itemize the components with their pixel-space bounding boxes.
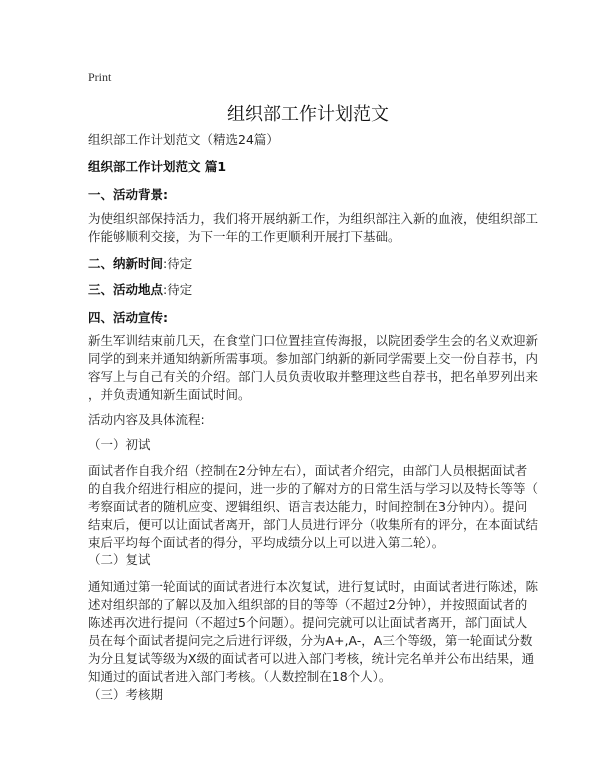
step1-paragraph [88, 462, 538, 552]
article-heading: 组织部工作计划范文 篇1 [88, 159, 227, 174]
text-line: ，并负责通知新生面试时间。 [88, 387, 251, 402]
section3-heading: 三、活动地点 [88, 282, 164, 297]
section3 [88, 281, 192, 299]
text-line: 结束后，便可以让面试者离开，部门人员进行评分（收集所有的评分，在本面试结 [88, 517, 539, 532]
text-line: 作能够顺利交接，为下一年的工作更顺利开展打下基础。 [88, 229, 401, 244]
section1-heading: 一、活动背景: [88, 187, 168, 202]
step2-heading: （二）复试 [88, 552, 151, 567]
section2 [88, 255, 192, 273]
text-line: 面试者作自我介绍（控制在2分钟左右），面试者介绍完，由部门人员根据面试者 [88, 463, 528, 478]
text-line: 的自我介绍进行相应的提问，进一步的了解对方的日常生活与学习以及特长等等（ [88, 481, 539, 496]
step1-heading: （一）初试 [88, 437, 151, 452]
section1-paragraph [88, 210, 538, 246]
text-line: 束后平均每个面试者的得分，平均成绩分以上可以进入第二轮）。 [88, 535, 445, 550]
page-title: 组织部工作计划范文 [227, 104, 389, 125]
text-line: 陈述再次进行提问（不超过5个问题）。提问完就可以让面试者离开，部门面试人 [88, 615, 528, 630]
section2-value: :待定 [163, 256, 193, 271]
section4-heading: 四、活动宣传: [88, 310, 168, 325]
section4-paragraph [88, 332, 538, 404]
text-line: 述对组织部的了解以及加入组织部的目的等等（不超过2分钟），并按照面试者的 [88, 597, 528, 612]
text-line: 考察面试者的随机应变、逻辑组织、语言表达能力，时间控制在3分钟内）。提问 [88, 499, 528, 514]
step3-heading: （三）考核期 [88, 687, 164, 702]
process-label: 活动内容及具体流程: [88, 412, 205, 427]
step2-paragraph [88, 578, 538, 686]
subtitle: 组织部工作计划范文（精选24篇） [88, 132, 279, 147]
text-line: 新生军训结束前几天，在食堂门口位置挂宣传海报，以院团委学生会的名义欢迎新 [88, 333, 539, 348]
text-line: 通知通过第一轮面试的面试者进行本次复试，进行复试时，由面试者进行陈述，陈 [88, 579, 539, 594]
section3-value: :待定 [163, 282, 193, 297]
print-label: Print [88, 70, 112, 84]
text-line: 容写上与自己有关的介绍。部门人员负责收取并整理这些自荐书，把名单罗列出来 [88, 369, 539, 384]
text-line: 知通过的面试者进入部门考核。（人数控制在18个人）。 [88, 669, 392, 684]
text-line: 为分且复试等级为X级的面试者可以进入部门考核，统计完名单并公布出结果，通 [88, 651, 535, 666]
text-line: 同学的到来并通知纳新所需事项。参加部门纳新的新同学需要上交一份自荐书，内 [88, 351, 539, 366]
text-line: 员在每个面试者提问完之后进行评级，分为A+,A-，A三个等级，第一轮面试分数 [88, 633, 533, 648]
text-line: 为使组织部保持活力，我们将开展纳新工作，为组织部注入新的血液，使组织部工 [88, 211, 539, 226]
section2-heading: 二、纳新时间 [88, 256, 164, 271]
